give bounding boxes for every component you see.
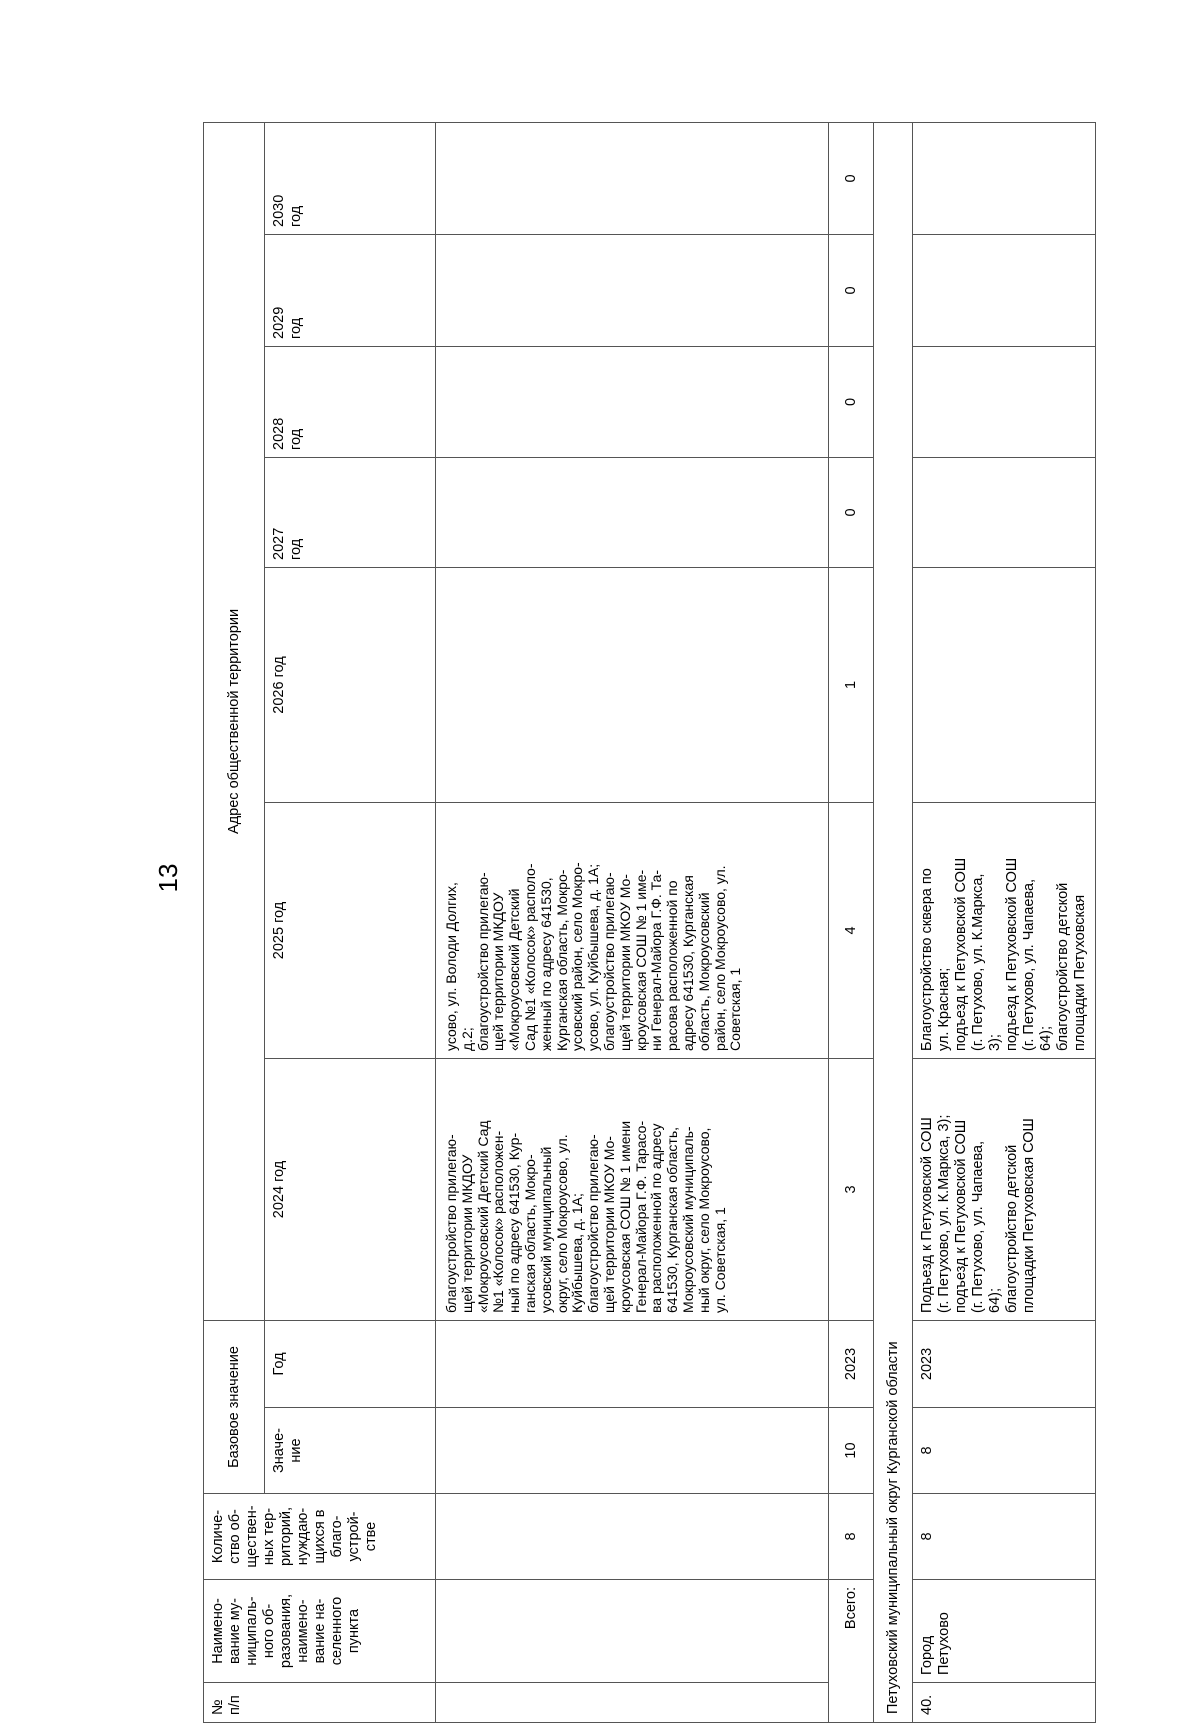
header-municipality: Наимено- вание му- ниципаль- ного об- разования, наимено- вание на- селенного пункта — [204, 1580, 436, 1683]
header-2025: 2025 год — [265, 802, 436, 1058]
header-num: № п/п — [204, 1683, 436, 1723]
total-count: 8 — [829, 1494, 874, 1580]
municipality-name: Город Петухово — [913, 1580, 1096, 1683]
cell-empty — [436, 567, 829, 802]
cell-empty — [913, 567, 1096, 802]
address-2024-continued: благоустройство прилегаю- щей территории МКДОУ «Мокроусовский Детский Сад №1 «Колосок» расположен- ный по адресу 641530, Кур- ганская область, Мокро- усовский муниципальный округ, село Мокроусово, ул. Куйбышева, д. 1А; благоустройство прилегаю- щей территории МКОУ Мо- кроусовская СОШ № 1 имени Генерал-Майора Г.Ф. Тарасо- ва расположенной по адресу 641530, Курганская область, Мокроусовский муниципаль- ный округ, село Мокроусово, ул. Советская, 1 — [436, 1058, 829, 1320]
total-base-year: 2023 — [829, 1320, 874, 1407]
total-2027: 0 — [829, 457, 874, 567]
cell-empty — [436, 1683, 829, 1723]
base-value: 8 — [913, 1408, 1096, 1494]
header-2030: 2030 год — [265, 122, 436, 234]
header-base-value: Значе- ние — [265, 1408, 436, 1494]
total-row — [829, 122, 874, 1722]
total-2025: 4 — [829, 802, 874, 1058]
cell-empty — [436, 1320, 829, 1407]
cell-empty — [436, 1494, 829, 1580]
total-2026: 1 — [829, 567, 874, 802]
table-row — [913, 122, 1096, 1722]
cell-empty — [913, 346, 1096, 457]
address-table — [203, 122, 1096, 1723]
address-2025: Благоустройство сквера по ул. Красная; подъезд к Петуховской СОШ (г. Петухово, ул. К.Маркса, 3); подъезд к Петуховской СОШ (г. Петухово, ул. Чапаева, 64); благоустройство детской площадки Петуховская — [913, 802, 1096, 1058]
territory-count: 8 — [913, 1494, 1096, 1580]
header-2028: 2028 год — [265, 346, 436, 457]
cell-empty — [913, 234, 1096, 346]
total-2028: 0 — [829, 346, 874, 457]
cell-empty — [436, 234, 829, 346]
header-2024: 2024 год — [265, 1058, 436, 1320]
address-2024: Подъезд к Петуховской СОШ (г. Петухово, ул. К.Маркса, 3); подъезд к Петуховской СОШ (г. Петухово, ул. Чапаева, 64); благоустройство детской площадки Петуховская СОШ — [913, 1058, 1096, 1320]
cell-empty — [436, 1408, 829, 1494]
continuation-row — [436, 122, 829, 1722]
total-label: Всего: — [829, 1580, 874, 1723]
cell-empty — [436, 457, 829, 567]
header-count: Количе- ство об- ществен- ных тер- риторий, нуждаю- щихся в благо- устрой- стве — [204, 1494, 436, 1580]
header-row-1 — [204, 122, 265, 1722]
header-row-2 — [265, 122, 436, 1722]
cell-empty — [436, 1580, 829, 1683]
header-base: Базовое значение — [204, 1320, 265, 1493]
header-2026: 2026 год — [265, 567, 436, 802]
total-2029: 0 — [829, 234, 874, 346]
region-heading: Петуховский муниципальный округ Курганской области — [874, 122, 913, 1722]
rotated-table-frame — [203, 123, 1113, 1723]
cell-empty — [913, 457, 1096, 567]
header-base-year: Год — [265, 1320, 436, 1407]
cell-empty — [913, 122, 1096, 234]
total-base-value: 10 — [829, 1408, 874, 1494]
cell-empty — [436, 346, 829, 457]
cell-empty — [436, 122, 829, 234]
row-number: 40. — [913, 1683, 1096, 1723]
total-2024: 3 — [829, 1058, 874, 1320]
address-2025-continued: усово, ул. Володи Долгих, д.2; благоустройство прилегаю- щей территории МКДОУ «Мокроусовский Детский Сад №1 «Колосок» располо- женный по адресу 641530, Курганская область, Мокро- усовский район, село Мокро- усово, ул. Куйбышева, д. 1А; благоустройство прилегаю- щей территории МКОУ Мо- кроусовская СОШ № 1 име- ни Генерал-Майора Г.Ф. Та- расова расположенной по адресу 641530, Курганская область, Мокроусовский район, село Мокроусово, ул. Советская, 1 — [436, 802, 829, 1058]
page-number: 13 — [152, 863, 183, 893]
base-year: 2023 — [913, 1320, 1096, 1407]
total-2030: 0 — [829, 122, 874, 234]
header-address: Адрес общественной территории — [204, 122, 265, 1320]
header-2029: 2029 год — [265, 234, 436, 346]
region-heading-row — [874, 122, 913, 1722]
header-2027: 2027 год — [265, 457, 436, 567]
